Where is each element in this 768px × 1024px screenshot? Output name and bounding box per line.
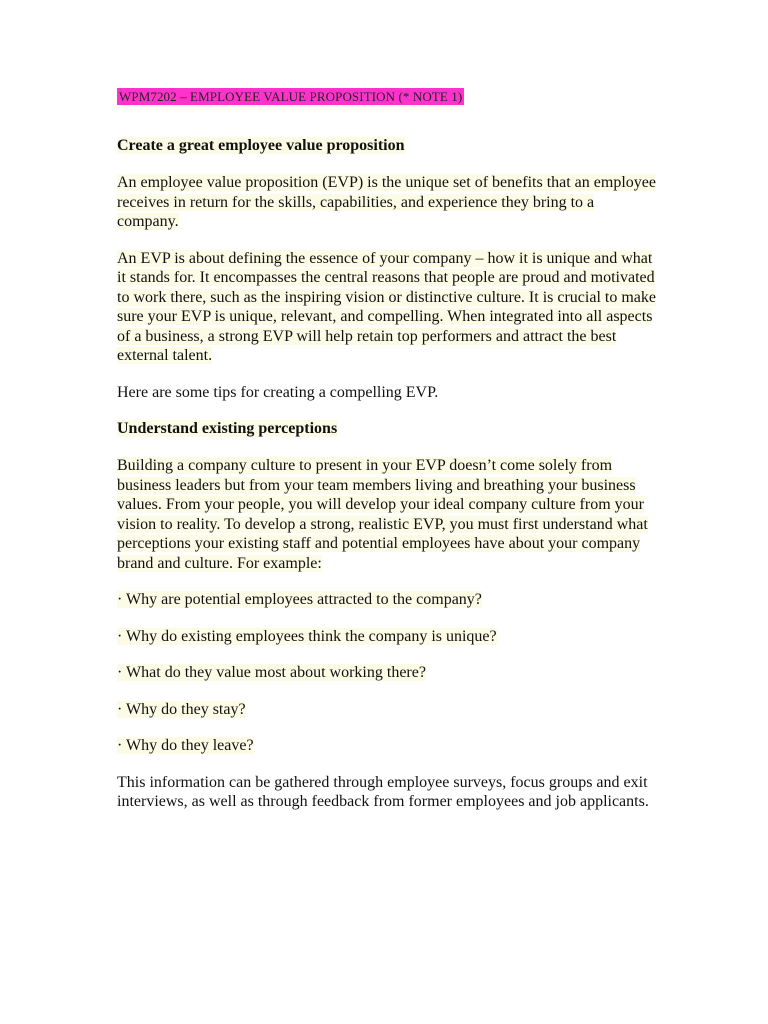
section-heading: Understand existing perceptions [117, 420, 338, 437]
course-code-label: WPM7202 – EMPLOYEE VALUE PROPOSITION (* NOTE 1) [119, 89, 463, 104]
list-item: · Why do they leave? [117, 737, 254, 754]
paragraph: Here are some tips for creating a compelling EVP. [117, 383, 439, 401]
list-item: · What do they value most about working there? [117, 664, 426, 681]
document-title: Create a great employee value proposition [117, 137, 405, 154]
paragraph: Building a company culture to present in your EVP doesn’t come solely from business leaders but from your team members living and breathing your business values. From your people, you will develop your ideal company culture from your vision to reality. To develop a strong, realistic EVP, you must first understand what perceptions your existing staff and potential employees have about your company brand and culture. For example: [117, 457, 648, 572]
paragraph: This information can be gathered through employee surveys, focus groups and exit interviews, as well as through feedback from former employees and job applicants. [117, 773, 649, 810]
paragraph: An EVP is about defining the essence of your company – how it is unique and what it stands for. It encompasses the central reasons that people are proud and motivated to work there, such as the inspiring vision or distinctive culture. It is crucial to make sure your EVP is unique, relevant, and compelling. When integrated into all aspects of a business, a strong EVP will help retain top performers and attract the best external talent. [117, 249, 656, 364]
paragraph: An employee value proposition (EVP) is the unique set of benefits that an employee receives in return for the skills, capabilities, and experience they bring to a company. [117, 174, 656, 230]
list-item: · Why do they stay? [117, 700, 246, 718]
list-item: · Why do existing employees think the company is unique? [117, 627, 497, 645]
list-item: · Why are potential employees attracted to the company? [117, 591, 482, 608]
document-body [117, 88, 657, 829]
course-header [117, 88, 657, 106]
